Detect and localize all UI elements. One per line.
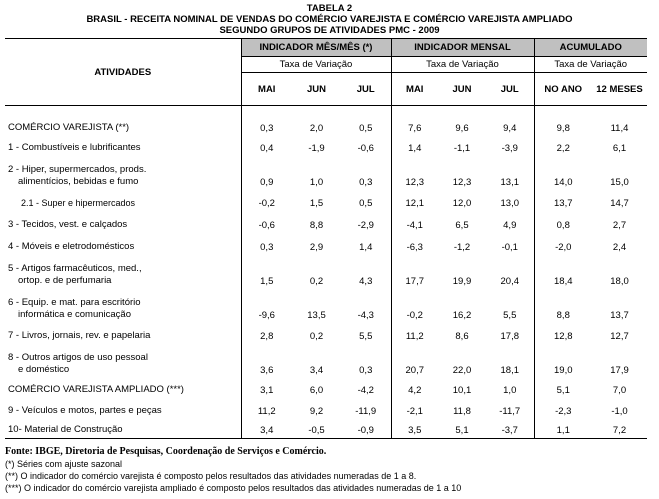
table-row [5, 398, 647, 419]
value-cell: 1,1 [534, 419, 592, 439]
value-cell: -4,2 [357, 384, 374, 396]
activity-name-line: 5 - Artigos farmacêuticos, med., [8, 262, 142, 274]
table-title-block [0, 3, 659, 36]
value-cell: 3,1 [241, 378, 292, 398]
activity-name [5, 344, 241, 378]
table-body [5, 106, 647, 439]
table-row [5, 378, 647, 398]
value-cell: -0,6 [241, 211, 292, 233]
value-cell: 2,7 [612, 219, 627, 231]
value-cell: 13,5 [307, 309, 326, 321]
value-cell: 5,5 [503, 309, 517, 321]
column-header: MAI [241, 73, 292, 106]
value-cell: 2,2 [534, 136, 592, 156]
value-cell: 0,2 [309, 330, 324, 342]
activity-name [5, 289, 241, 323]
value-cell: 0,9 [241, 156, 292, 190]
value-cell: 2,8 [241, 323, 292, 344]
value-cell: 8,6 [455, 330, 469, 342]
activity-name [5, 190, 241, 211]
column-header: 12 MESES [592, 73, 647, 106]
value-cell: 5,5 [359, 330, 373, 342]
value-cell: 0,4 [241, 136, 292, 156]
value-cell: 17,9 [610, 364, 629, 376]
table-row [5, 323, 647, 344]
column-header: MAI [391, 73, 438, 106]
table-row [5, 289, 647, 323]
activity-name [5, 378, 241, 398]
value-cell: 19,9 [452, 275, 472, 287]
activity-name [5, 136, 241, 156]
value-cell: 18,4 [534, 255, 592, 289]
activity-name-line: 9 - Veículos e motos, partes e peças [8, 404, 162, 416]
value-cell: 13,7 [610, 309, 629, 321]
value-cell: 7,6 [391, 106, 438, 136]
value-cell: 9,2 [309, 405, 324, 417]
value-cell: 3,4 [241, 419, 292, 439]
value-cell: 1,4 [391, 136, 438, 156]
table-row [5, 233, 647, 255]
column-header: JUN [292, 73, 341, 106]
activity-name-line: 3 - Tecidos, vest. e calçados [8, 218, 128, 230]
value-cell: 6,1 [612, 142, 627, 154]
activity-name-line: 8 - Outros artigos de uso pessoal [8, 351, 148, 363]
value-cell: 17,8 [500, 330, 519, 342]
value-cell: 9,8 [534, 106, 592, 136]
value-cell: 2,4 [612, 241, 627, 253]
value-cell: 17,7 [391, 255, 438, 289]
value-cell: 19,0 [534, 344, 592, 378]
value-cell: 7,2 [592, 419, 647, 439]
value-cell: -0,6 [357, 142, 374, 154]
value-cell: -0,9 [341, 419, 391, 439]
sales-table [5, 38, 647, 439]
value-cell: 13,0 [500, 197, 519, 209]
value-cell: 0,3 [359, 364, 373, 376]
value-cell: 0,8 [534, 211, 592, 233]
value-cell: 12,7 [610, 330, 629, 342]
value-cell: 12,3 [452, 176, 472, 188]
value-cell: 2,0 [309, 122, 324, 134]
table-row [5, 190, 647, 211]
table-row [5, 156, 647, 190]
value-cell: 4,2 [391, 378, 438, 398]
table-row [5, 419, 647, 439]
value-cell: 9,6 [455, 122, 469, 134]
value-cell: 6,5 [455, 219, 469, 231]
value-cell: 0,5 [359, 197, 373, 209]
value-cell: 13,7 [534, 190, 592, 211]
value-cell: 10,1 [452, 384, 472, 396]
activity-name-line: 6 - Equip. e mat. para escritório [8, 296, 141, 308]
value-cell: 1,5 [241, 255, 292, 289]
rate-label: Taxa de Variação [391, 57, 534, 73]
value-cell: -3,9 [501, 142, 518, 154]
activity-name-line: 2 - Hiper, supermercados, prods. [8, 163, 147, 175]
activity-name-line: alimentícios, bebidas e fumo [18, 175, 139, 187]
value-cell: 22,0 [452, 364, 472, 376]
table-row [5, 106, 647, 136]
activity-name [5, 106, 241, 136]
value-cell: 6,0 [309, 384, 324, 396]
column-header-activities: ATIVIDADES [5, 39, 241, 106]
value-cell: -2,1 [391, 398, 438, 419]
value-cell: -1,0 [611, 405, 628, 417]
value-cell: 1,4 [359, 241, 373, 253]
activity-name [5, 233, 241, 255]
value-cell: 12,8 [534, 323, 592, 344]
value-cell: 12,1 [391, 190, 438, 211]
value-cell: -4,1 [391, 211, 438, 233]
activity-name-line: informática e comunicação [18, 308, 131, 320]
activity-name-line: ortop. e de perfumaria [18, 274, 112, 286]
value-cell: -6,3 [391, 233, 438, 255]
activity-name [5, 255, 241, 289]
column-header: JUN [438, 73, 486, 106]
value-cell: 3,4 [309, 364, 324, 376]
activity-name-line: COMÉRCIO VAREJISTA AMPLIADO (***) [8, 383, 184, 395]
footnote: (***) O indicador do comércio varejista ampliado é composto pelos resultados das atividades numeradas de 1 a 10 [5, 483, 462, 493]
activity-name [5, 211, 241, 233]
value-cell: 5,1 [438, 419, 486, 439]
column-header: JUL [341, 73, 391, 106]
value-cell: 3,5 [391, 419, 438, 439]
value-cell: 11,2 [241, 398, 292, 419]
table-footer [5, 446, 461, 494]
value-cell: 8,8 [309, 219, 324, 231]
value-cell: 1,0 [503, 384, 517, 396]
column-header: NO ANO [534, 73, 592, 106]
value-cell: -0,2 [241, 190, 292, 211]
source-note: Fonte: IBGE, Diretoria de Pesquisas, Coordenação de Serviços e Comércio. [5, 446, 327, 457]
value-cell: -3,7 [486, 419, 534, 439]
value-cell: -0,5 [292, 419, 341, 439]
value-cell: 2,9 [309, 241, 324, 253]
value-cell: 18,1 [500, 364, 519, 376]
value-cell: -1,9 [308, 142, 325, 154]
value-cell: 4,9 [503, 219, 517, 231]
value-cell: 0,3 [359, 176, 373, 188]
group-header-monthly: INDICADOR MENSAL [391, 39, 534, 57]
table-title: BRASIL - RECEITA NOMINAL DE VENDAS DO COMÉRCIO VAREJISTA E COMÉRCIO VAREJISTA AMPLIADO [86, 14, 573, 25]
footnote: (**) O indicador do comércio varejista é composto pelos resultados das atividades numeradas de 1 a 8. [5, 471, 417, 481]
value-cell: 0,3 [241, 106, 292, 136]
value-cell: 1,0 [309, 176, 324, 188]
table-row [5, 211, 647, 233]
value-cell: 5,1 [534, 378, 592, 398]
value-cell: -11,7 [499, 405, 521, 417]
value-cell: 20,4 [500, 275, 519, 287]
value-cell: 9,4 [503, 122, 517, 134]
value-cell: 14,7 [610, 197, 629, 209]
table-subtitle: SEGUNDO GRUPOS DE ATIVIDADES PMC - 2009 [219, 25, 440, 36]
activity-name-line: 7 - Livros, jornais, rev. e papelaria [8, 329, 151, 341]
table-row [5, 136, 647, 156]
activity-name-line: 1 - Combustíveis e lubrificantes [8, 141, 141, 153]
activity-name [5, 398, 241, 419]
column-header: JUL [486, 73, 534, 106]
value-cell: -0,2 [391, 289, 438, 323]
value-cell: 16,2 [452, 309, 472, 321]
value-cell: 7,0 [612, 384, 627, 396]
value-cell: 13,1 [500, 176, 519, 188]
activity-name-line: 2.1 - Super e hipermercados [21, 197, 136, 208]
activity-name-line: COMÉRCIO VAREJISTA (**) [8, 121, 130, 133]
value-cell: 18,0 [610, 275, 629, 287]
activity-name-line: 10- Material de Construção [8, 424, 123, 435]
value-cell: 14,0 [534, 156, 592, 190]
value-cell: 0,3 [241, 233, 292, 255]
value-cell: 20,7 [391, 344, 438, 378]
activity-name [5, 156, 241, 190]
activity-name-line: 4 - Móveis e eletrodomésticos [8, 240, 135, 252]
value-cell: 12,0 [452, 197, 472, 209]
rate-label: Taxa de Variação [534, 57, 647, 73]
value-cell: 0,5 [359, 122, 373, 134]
value-cell: -9,6 [241, 289, 292, 323]
value-cell: -0,1 [501, 241, 518, 253]
value-cell: 4,3 [359, 275, 373, 287]
value-cell: 1,5 [309, 197, 324, 209]
value-cell: 11,2 [391, 323, 438, 344]
value-cell: -2,9 [357, 219, 374, 231]
value-cell: 15,0 [610, 176, 629, 188]
value-cell: -1,1 [453, 142, 471, 154]
value-cell: 11,4 [610, 122, 629, 134]
table-number: TABELA 2 [306, 3, 353, 14]
value-cell: -4,3 [357, 309, 374, 321]
value-cell: 12,3 [391, 156, 438, 190]
rate-label: Taxa de Variação [241, 57, 391, 73]
group-header-accumulated: ACUMULADO [534, 39, 647, 57]
activity-name [5, 323, 241, 344]
activity-name [5, 419, 241, 439]
value-cell: 0,2 [309, 275, 324, 287]
value-cell: -2,0 [534, 233, 592, 255]
value-cell: 3,6 [241, 344, 292, 378]
value-cell: 8,8 [534, 289, 592, 323]
value-cell: 11,8 [453, 405, 471, 417]
table-row [5, 344, 647, 378]
value-cell: -1,2 [453, 241, 471, 253]
value-cell: -2,3 [534, 398, 592, 419]
group-header-month-month: INDICADOR MÊS/MÊS (*) [241, 39, 391, 57]
table-row [5, 255, 647, 289]
footnote: (*) Séries com ajuste sazonal [5, 459, 123, 469]
activity-name-line: e doméstico [18, 363, 70, 375]
value-cell: -11,9 [355, 405, 377, 417]
